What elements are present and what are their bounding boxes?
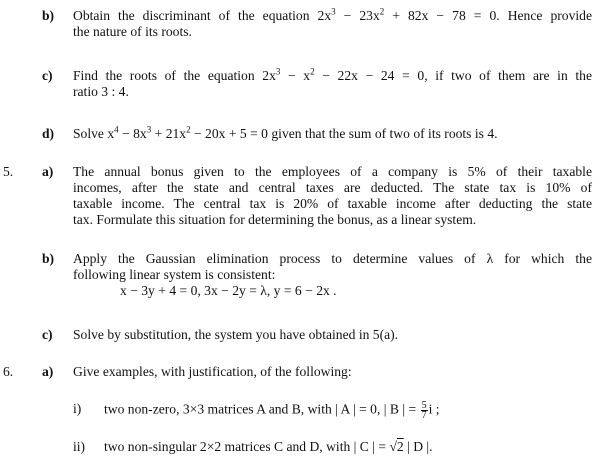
- subpart-label: ii): [73, 439, 86, 454]
- subpart-text: two non-singular 2×2 matrices C and D, with | C | = √2 | D |.: [104, 439, 433, 454]
- question-text: Give examples, with justification, of the following:: [73, 364, 352, 379]
- item-label: c): [42, 327, 53, 342]
- question-number: 5.: [3, 164, 14, 179]
- item-label: a): [42, 364, 54, 379]
- question-text: Apply the Gaussian elimination process to determine values of λ for which the following linear system is consistent:: [73, 251, 592, 282]
- subpart-text: two non-zero, 3×3 matrices A and B, with | A | = 0, | B | = $\frac{5}{7}$ i ;: [104, 400, 440, 421]
- question-number: 6.: [3, 364, 14, 379]
- item-label: b): [42, 251, 55, 266]
- equation-system: x − 3y + 4 = 0, 3x − 2y = λ, y = 6 − 2x .: [120, 283, 337, 298]
- question-text: Find the roots of the equation $2x^3 - x^2 - 22x - 24 = 0$, if two of them are in the ratio 3 : 4.: [73, 66, 592, 99]
- question-text: Solve by substitution, the system you have obtained in 5(a).: [73, 327, 399, 342]
- item-label: d): [42, 126, 55, 141]
- question-text: Solve $x^4 - 8x^3 + 21x^2 - 20x + 5 = 0$ given that the sum of two of its roots is 4.: [73, 124, 498, 141]
- question-text: The annual bonus given to the employees of a company is 5% of their taxable incomes, after the state and central taxes are deducted. The state tax is 10% of taxable income. The central tax is 20% of taxable income after deducting the state tax. Formulate this situation for determining the bonus, as a linear system.: [73, 164, 592, 227]
- question-text: Obtain the discriminant of the equation $2x^3 - 23x^2 + 82x - 78 = 0$. Hence provide the nature of its roots.: [73, 6, 592, 39]
- item-label: b): [42, 8, 55, 23]
- item-label: c): [42, 68, 53, 83]
- item-label: a): [42, 164, 54, 179]
- subpart-label: i): [73, 401, 82, 416]
